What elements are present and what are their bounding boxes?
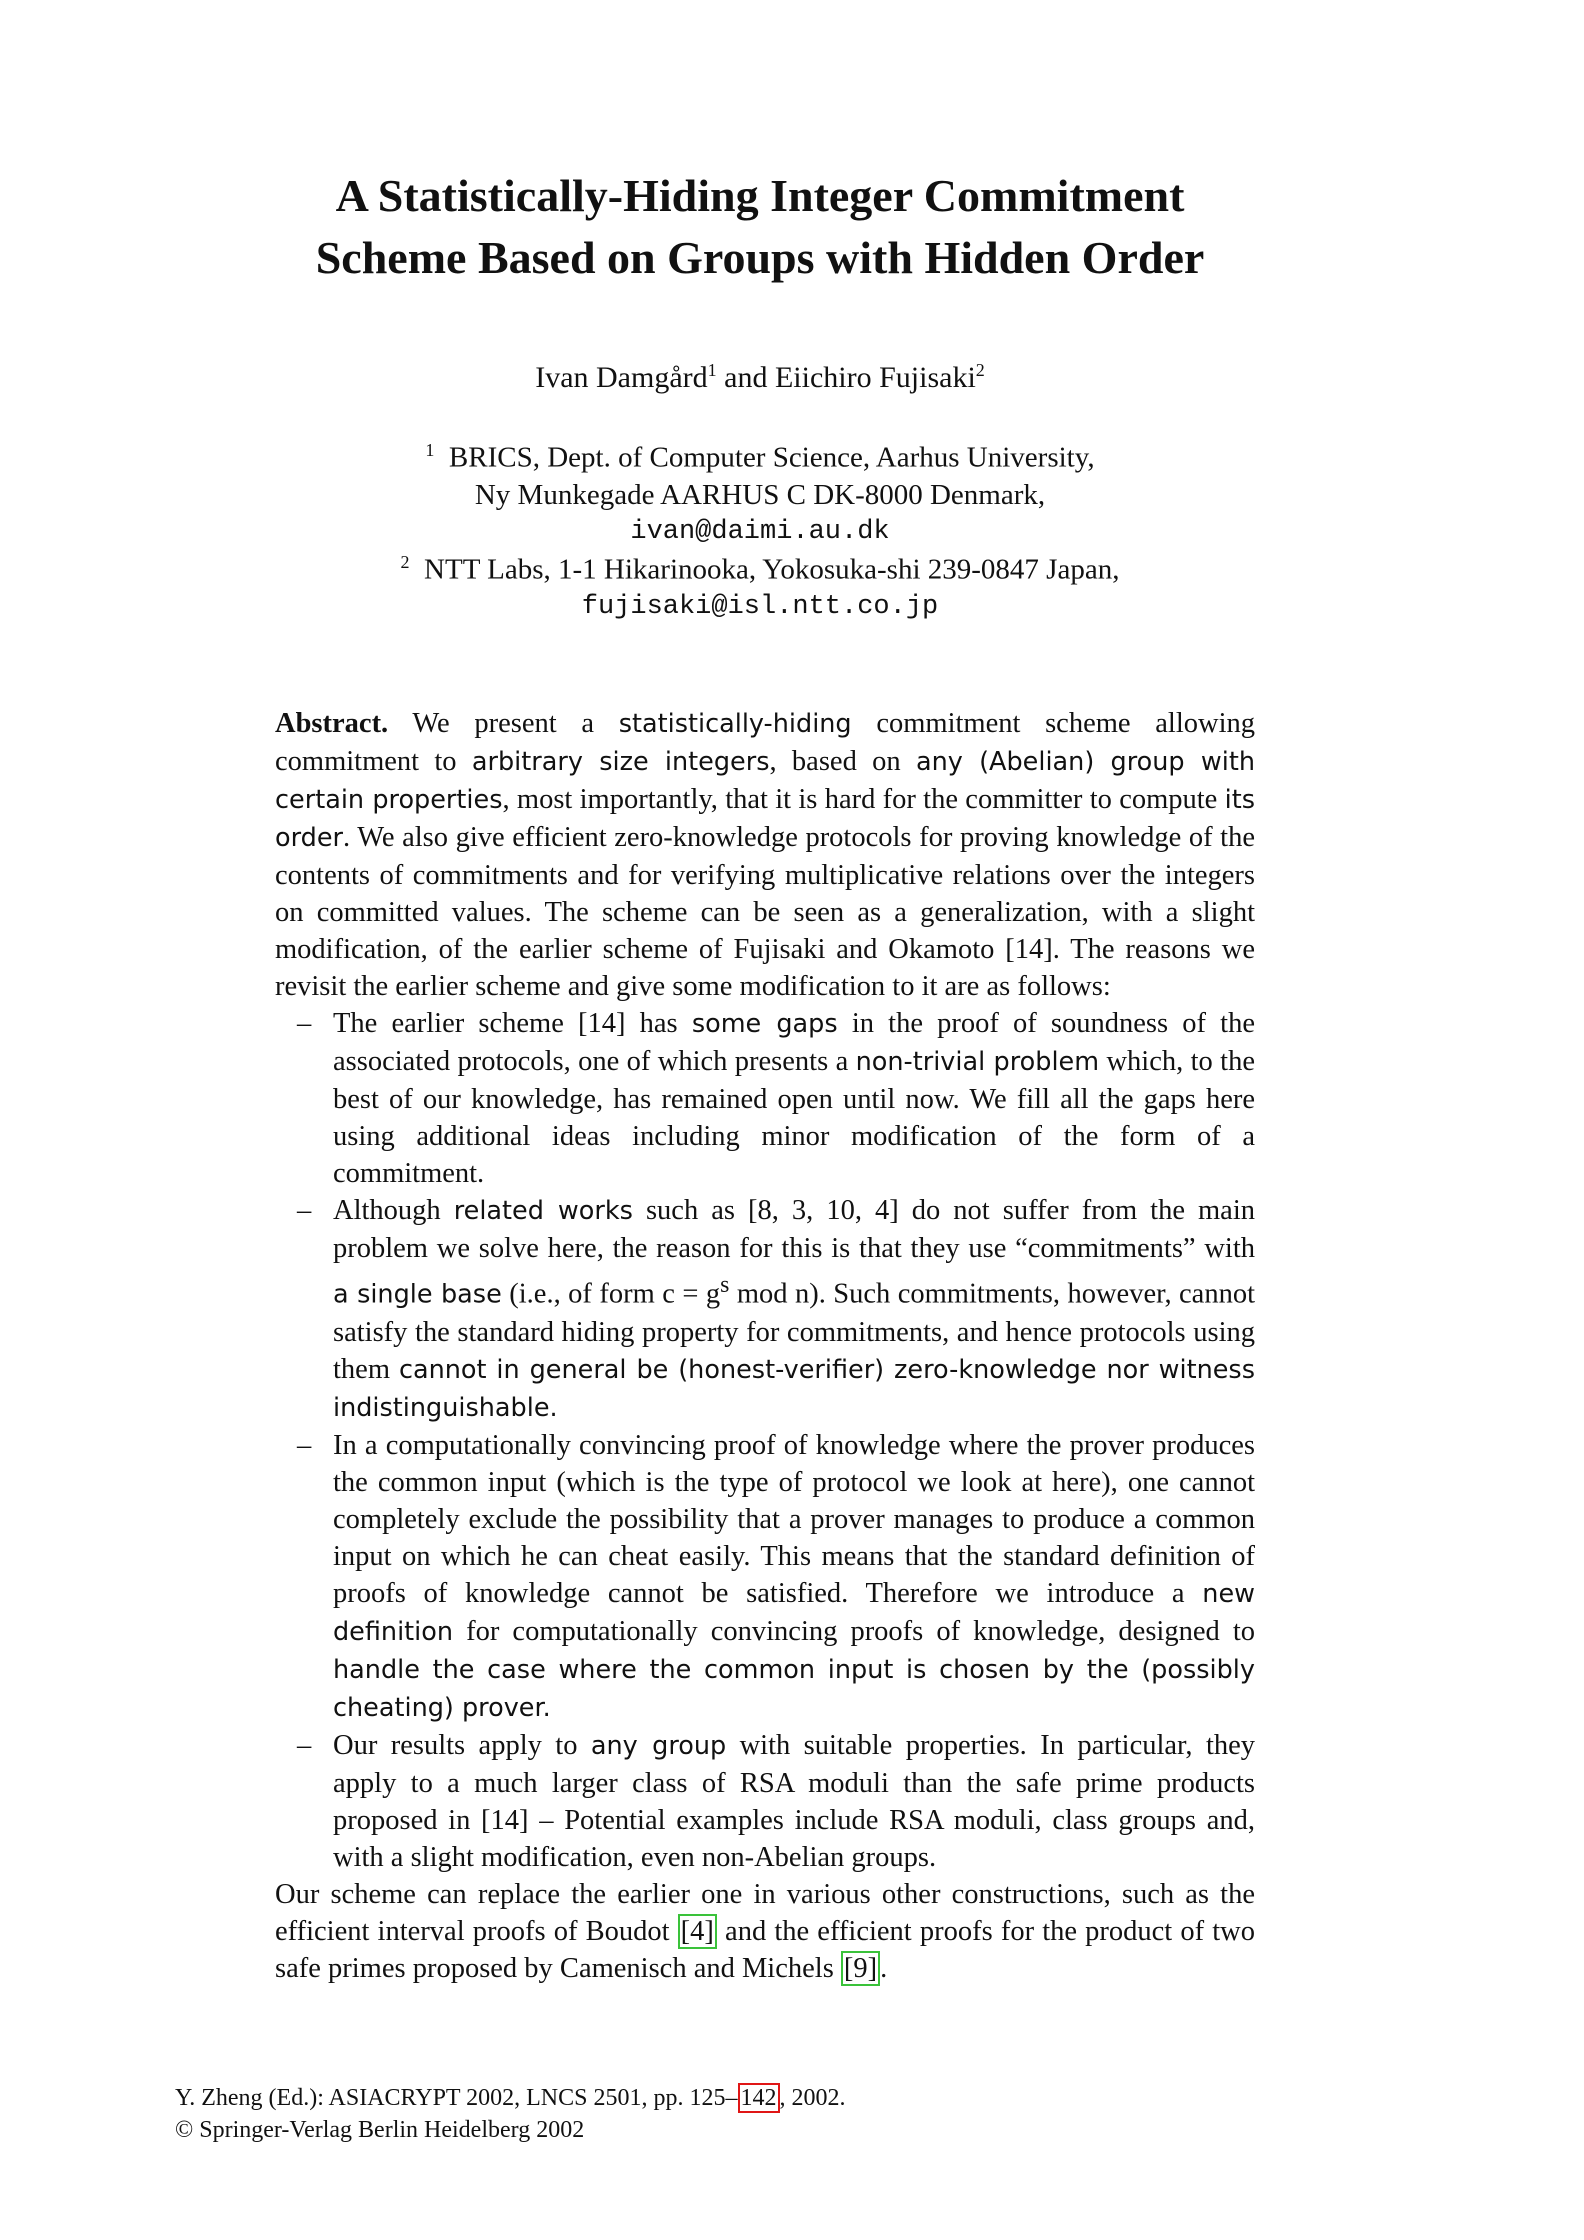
title-line-2: Scheme Based on Groups with Hidden Order <box>315 232 1205 283</box>
footer <box>175 2082 846 2146</box>
citation-link[interactable]: [9] <box>841 1951 880 1986</box>
page-link[interactable]: 142 <box>738 2083 780 2113</box>
affiliation-2 <box>0 544 1520 626</box>
footer-publication-line: Y. Zheng (Ed.): ASIACRYPT 2002, LNCS 2501, pp. 125– 142 , 2002. <box>175 2085 846 2111</box>
affiliation-line: BRICS, Dept. of Computer Science, Aarhus University, <box>448 441 1095 474</box>
author-name: Ivan Damgård <box>535 361 708 394</box>
author-email[interactable]: ivan@daimi.au.dk <box>630 516 890 547</box>
bullet-dash: – <box>297 1195 312 1226</box>
highlight-phrase: a single base <box>333 1279 502 1310</box>
author-affiliation-mark: 1 <box>707 360 717 380</box>
abstract-bullet-list <box>275 1005 1255 1876</box>
highlight-phrase: some gaps <box>691 1009 838 1039</box>
author-email[interactable]: fujisaki@isl.ntt.co.jp <box>581 591 939 622</box>
paper-title <box>0 165 1520 289</box>
highlight-phrase: any group <box>590 1730 727 1761</box>
abstract-closing: Our scheme can replace the earlier one in various other constructions, such as the efficient interval proofs of Boudot [4] and the efficient proofs for the product of two safe primes proposed by Camenisch and Michels [9] . <box>275 1878 1255 1984</box>
highlight-phrase: its order <box>275 785 1256 853</box>
author-name: Eiichiro Fujisaki <box>774 361 976 394</box>
highlight-phrase: cannot in general be (honest-verifier) zero-knowledge nor witness indistinguishable. <box>333 1354 1255 1423</box>
abstract-heading: Abstract. <box>275 708 389 739</box>
list-item: – In a computationally convincing proof of knowledge where the prover produces the common input (which is the type of protocol we look at here), one cannot completely exclude the possibility that a prover manages to produce a common input on which he can cheat easily. This means that the standard definition of proofs of knowledge cannot be satisfied. Therefore we introduce a new definition for computationally convincing proofs of knowledge, designed to handle the case where the common input is chosen by the (possibly cheating) prover. <box>275 1427 1255 1727</box>
list-item: – Our results apply to any group with suitable properties. In particular, they apply to a much larger class of RSA moduli than the safe prime products proposed in [14] – Potential examples include RSA moduli, class groups and, with a slight modification, even non-Abelian groups. <box>275 1727 1255 1876</box>
author-connector: and <box>724 361 768 394</box>
list-item: – The earlier scheme [14] has some gaps in the proof of soundness of the associated protocols, one of which presents a non-trivial problem which, to the best of our knowledge, has remained open until now. We fill all the gaps here using additional ideas including minor modification of the form of a commitment. <box>275 1005 1255 1192</box>
affiliation-mark: 2 <box>400 552 410 572</box>
abstract <box>275 705 1255 1987</box>
math-superscript: s <box>720 1272 730 1298</box>
affiliation-line: Ny Munkegade AARHUS C DK-8000 Denmark, <box>474 478 1046 511</box>
abstract-intro: Abstract. We present a statistically-hiding commitment scheme allowing commitment to arbitrary size integers, based on any (Abelian) group with certain properties, most importantly, that it is hard for the committer to compute its order. We also give efficient zero-knowledge protocols for proving knowledge of the contents of commitments and for verifying multiplicative relations over the integers on committed values. The scheme can be seen as a generalization, with a slight modification, of the earlier scheme of Fujisaki and Okamoto [14]. The reasons we revisit the earlier scheme and give some modification to it are as follows: <box>275 708 1256 1002</box>
affiliation-1 <box>0 432 1520 551</box>
highlight-phrase: related works <box>453 1196 633 1226</box>
author-affiliation-mark: 2 <box>975 360 985 380</box>
highlight-phrase: new definition <box>333 1578 1255 1647</box>
list-item: – Although related works such as [8, 3, 10, 4] do not suffer from the main problem we solve here, the reason for this is that they use “commitments” with a single base (i.e., of form $c = g^s$ mod n). Such commitments, however, cannot satisfy the standard hiding property for commitments, and hence protocols using them cannot in general be (honest-verifier) zero-knowledge nor witness indistinguishable. <box>275 1192 1255 1427</box>
title-line-1: A Statistically-Hiding Integer Commitment <box>335 170 1185 221</box>
citation-link[interactable]: [4] <box>678 1914 717 1949</box>
author-list <box>0 360 1520 395</box>
affiliation-mark: 1 <box>425 440 435 460</box>
highlight-phrase: any (Abelian) group with certain properties <box>275 747 1256 815</box>
bullet-dash: – <box>297 1008 312 1039</box>
highlight-phrase: statistically-hiding <box>618 709 852 739</box>
highlight-phrase: arbitrary size integers <box>471 747 770 777</box>
bullet-dash: – <box>297 1429 312 1461</box>
highlight-phrase: non-trivial problem <box>855 1047 1100 1077</box>
footer-copyright: © Springer-Verlag Berlin Heidelberg 2002 <box>175 2117 585 2143</box>
bullet-dash: – <box>297 1729 312 1761</box>
highlight-phrase: handle the case where the common input is chosen by the (possibly cheating) prover. <box>333 1654 1255 1723</box>
affiliation-line: NTT Labs, 1-1 Hikarinooka, Yokosuka-shi 239-0847 Japan, <box>424 553 1120 586</box>
